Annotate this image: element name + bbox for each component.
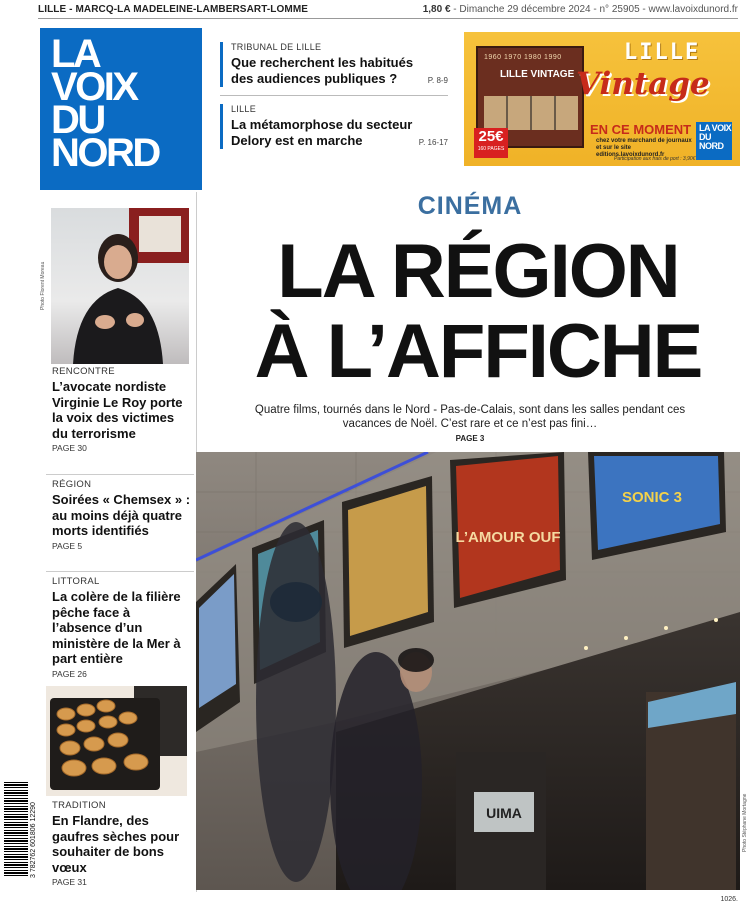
logo-line-1: LA	[51, 32, 100, 76]
side-item-tradition[interactable]	[52, 800, 192, 887]
book-photos	[484, 96, 578, 130]
divider	[46, 474, 194, 475]
standfirst-text: Quatre films, tournés dans le Nord - Pas-de-Calais, sont dans les salles pendant ces vacances de Noël. C’est rare et ce n’est pas fini…	[254, 404, 686, 430]
side-page: PAGE 31	[52, 877, 87, 887]
teaser-kicker: TRIBUNAL DE LILLE	[231, 42, 322, 52]
ad-where: chez votre marchand de journaux et sur le site editions.lavoixdunord.fr	[596, 138, 692, 158]
waffles-illustration	[46, 686, 187, 796]
barcode	[4, 782, 28, 878]
side-page: PAGE 30	[52, 443, 87, 453]
main-standfirst	[230, 403, 710, 446]
issue-price: 1,80 €	[422, 4, 451, 15]
teaser-kicker: LILLE	[231, 104, 257, 114]
top-teasers	[220, 42, 448, 149]
headline-line-2: À L’AFFICHE	[254, 309, 702, 394]
teaser-page: P. 8-9	[427, 76, 448, 85]
lille-vintage-ad[interactable]	[464, 32, 740, 166]
teaser-headline[interactable]: La métamorphose du secteur Delory est en marche	[231, 117, 413, 148]
side-page: PAGE 26	[52, 668, 87, 679]
main-headline[interactable]	[200, 229, 750, 394]
divider	[46, 571, 194, 572]
teaser-page: P. 16-17	[418, 138, 448, 147]
cinema-illustration	[196, 452, 740, 890]
edition-bar	[38, 2, 738, 19]
headline-line-1: LA RÉGION	[277, 229, 679, 314]
poster-title-sonic: SONIC 3	[621, 489, 683, 506]
price-badge	[474, 128, 508, 158]
ad-moment: EN CE MOMENT	[590, 122, 692, 137]
issue-info	[423, 4, 738, 15]
price-value: 25€	[478, 128, 504, 145]
side-kicker: RÉGION	[52, 479, 92, 490]
side-item-region[interactable]	[52, 479, 192, 551]
side-item-littoral[interactable]	[52, 576, 192, 679]
barcode-number: 3 782762 601806 12290	[30, 802, 37, 878]
waffles-photo[interactable]	[46, 686, 187, 796]
logo-line-4: NORD	[51, 131, 159, 175]
poster-title-amour-ouf: L’AMOUR OUF	[455, 529, 561, 546]
portrait-figure	[63, 230, 173, 364]
side-kicker: TRADITION	[52, 800, 106, 811]
main-page: PAGE 3	[455, 434, 485, 443]
book-years: 1960 1970 1980 1990	[484, 54, 562, 61]
side-kicker: RENCONTRE	[52, 366, 115, 377]
photo-credit: Photo Stéphane Mortagne	[742, 793, 748, 852]
masthead-logo[interactable]	[40, 28, 202, 190]
ad-title-lille: LILLE	[624, 40, 701, 65]
cinema-facade-photo[interactable]	[196, 452, 740, 890]
side-headline[interactable]: L’avocate nordiste Virginie Le Roy porte la voix des victimes du terrorisme	[52, 379, 183, 441]
logo-line-2: VOIX	[51, 65, 137, 109]
book-title: LILLE VINTAGE	[500, 69, 575, 80]
side-headline[interactable]: La colère de la filière pêche face à l’absence d’un ministère de la Mer à part entière	[52, 589, 181, 666]
lawyer-photo[interactable]	[51, 208, 189, 364]
footer-code: 1026.	[720, 896, 738, 903]
edition-label: LILLE - MARCQ-LA MADELEINE-LAMBERSART-LOMME	[38, 4, 309, 15]
divider	[220, 95, 448, 96]
main-kicker: CINÉMA	[417, 192, 523, 220]
ad-mini-logo: LA VOIX DU NORD	[696, 122, 732, 160]
teaser-delory[interactable]	[220, 104, 448, 149]
side-headline[interactable]: Soirées « Chemsex » : au moins déjà quatre morts identifiés	[52, 492, 191, 538]
price-note: 160 PAGES	[477, 146, 505, 152]
issue-date: - Dimanche 29 décembre 2024 - n° 25905 - www.lavoixdunord.fr	[450, 4, 738, 15]
photo-credit: Photo Florent Moreau	[40, 261, 46, 310]
logo-line-3: DU	[51, 98, 104, 142]
side-item-rencontre[interactable]	[52, 366, 192, 453]
teaser-headline[interactable]: Que recherchent les habitués des audiences publiques ?	[231, 55, 414, 86]
ad-title-vintage: Vintage	[576, 66, 710, 102]
side-headline[interactable]: En Flandre, des gaufres sèches pour souhaiter de bons vœux	[52, 813, 180, 875]
ad-shipping: Participation aux frais de port : 3,90€	[614, 156, 696, 162]
cinema-sign: UIMA	[486, 805, 522, 821]
side-page: PAGE 5	[52, 540, 83, 551]
side-kicker: LITTORAL	[52, 576, 100, 587]
teaser-tribunal[interactable]	[220, 42, 448, 87]
